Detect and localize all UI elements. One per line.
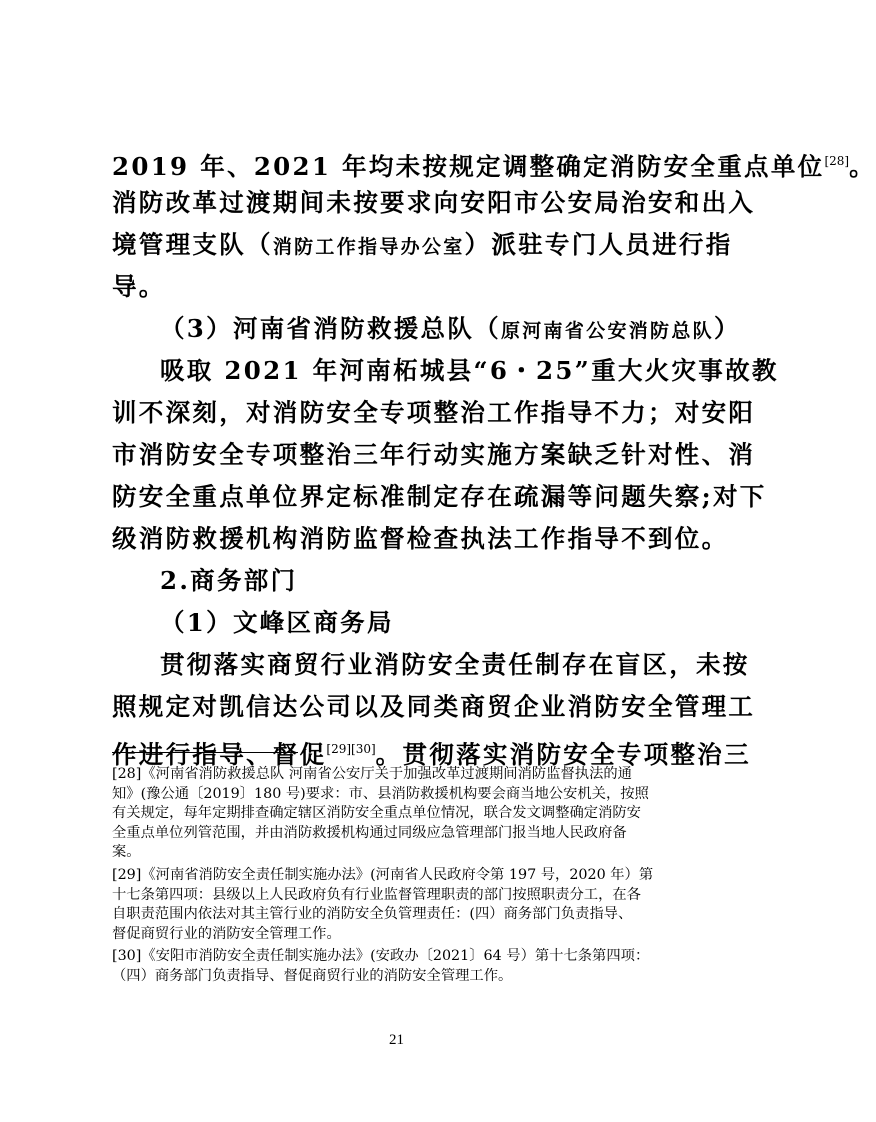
footnote-29-line1: [29]《河南省消防安全责任制实施办法》(河南省人民政府令第 197 号，2020 年）第 [112, 867, 654, 883]
footnote-ref-29-30[interactable]: [29][30] [326, 742, 376, 756]
footnote-30-line1: [30]《安阳市消防安全责任制实施办法》(安政办〔2021〕64 号）第十七条第四项： [112, 948, 650, 964]
para3-line3-text-b: 。贯彻落实消防安全专项整治三 [375, 740, 751, 769]
para1-line4: 导。 [112, 272, 166, 301]
para1-line1 [112, 146, 876, 182]
heading-commerce-dept: 2.商务部门 [160, 566, 298, 595]
footnote-30-line2: （四）商务部门负责指导、督促商贸行业的消防安全管理工作。 [112, 967, 513, 984]
heading-wenfeng-commerce: （1）文峰区商务局 [160, 608, 394, 637]
para1-line3 [112, 230, 733, 262]
heading-henan-text-b: ） [713, 314, 741, 343]
footnote-29-line3: 自职责范围内依法对其主管行业的消防安全负管理责任：(四）商务部门负责指导、 [112, 906, 633, 922]
footnote-ref-28[interactable]: [28] [824, 154, 850, 168]
para2-line1: 吸取 2021 年河南柘城县“6・25”重大火灾事故教 [160, 356, 779, 385]
para2-line5: 级消防救援机构消防监督检查执法工作指导不到位。 [112, 524, 729, 553]
heading-henan-fire-rescue [160, 314, 741, 346]
para1-line2: 消防改革过渡期间未按要求向安阳市公安局治安和出入 [112, 188, 756, 217]
footnote-28-line4: 全重点单位列管范围，并由消防救援机构通过同级应急管理部门报当地人民政府备 [112, 824, 627, 841]
page-number: 21 [389, 1032, 404, 1048]
footnote-29-line4: 督促商贸行业的消防安全管理工作。 [112, 925, 341, 942]
footnote-separator [112, 752, 298, 753]
para1-line1-text: 2019 年、2021 年均未按规定调整确定消防安全重点单位 [112, 152, 825, 181]
footnote-28-line1: [28]《河南省消防救援总队 河南省公安厅关于加强改革过渡期间消防监督执法的通 [112, 766, 632, 782]
para2-line4: 防安全重点单位界定标准制定存在疏漏等问题失察;对下 [112, 482, 767, 511]
para3-line3-text-a: 作进行指导、督促 [112, 740, 327, 769]
para2-line2: 训不深刻，对消防安全专项整治工作指导不力；对安阳 [112, 398, 756, 427]
para1-line1-end: 。 [849, 152, 876, 181]
heading-henan-parenthetical: 原河南省公安消防总队 [500, 320, 714, 342]
para3-line1: 贯彻落实商贸行业消防安全责任制存在盲区，未按 [160, 650, 750, 679]
para1-line3-text-b: ）派驻专门人员进行指 [464, 230, 733, 259]
footnote-28-line3: 有关规定，每年定期排查确定辖区消防安全重点单位情况，联合发文调整确定消防安 [112, 805, 641, 821]
para2-line3: 市消防安全专项整治三年行动实施方案缺乏针对性、消 [112, 440, 756, 469]
footnote-29-line2: 十七条第四项：县级以上人民政府负有行业监督管理职责的部门按照职责分工，在各 [112, 886, 641, 903]
para1-line3-parenthetical: 消防工作指导办公室 [272, 236, 465, 258]
footnote-28-line5: 案。 [112, 844, 141, 860]
para3-line2: 照规定对凯信达公司以及同类商贸企业消防安全管理工 [112, 692, 756, 721]
footnote-28-line2: 知》(豫公通〔2019〕180 号)要求：市、县消防救援机构要会商当地公安机关，按照 [112, 785, 649, 802]
heading-henan-text-a: （3）河南省消防救援总队（ [160, 314, 501, 343]
para1-line3-text-a: 境管理支队（ [112, 230, 273, 259]
